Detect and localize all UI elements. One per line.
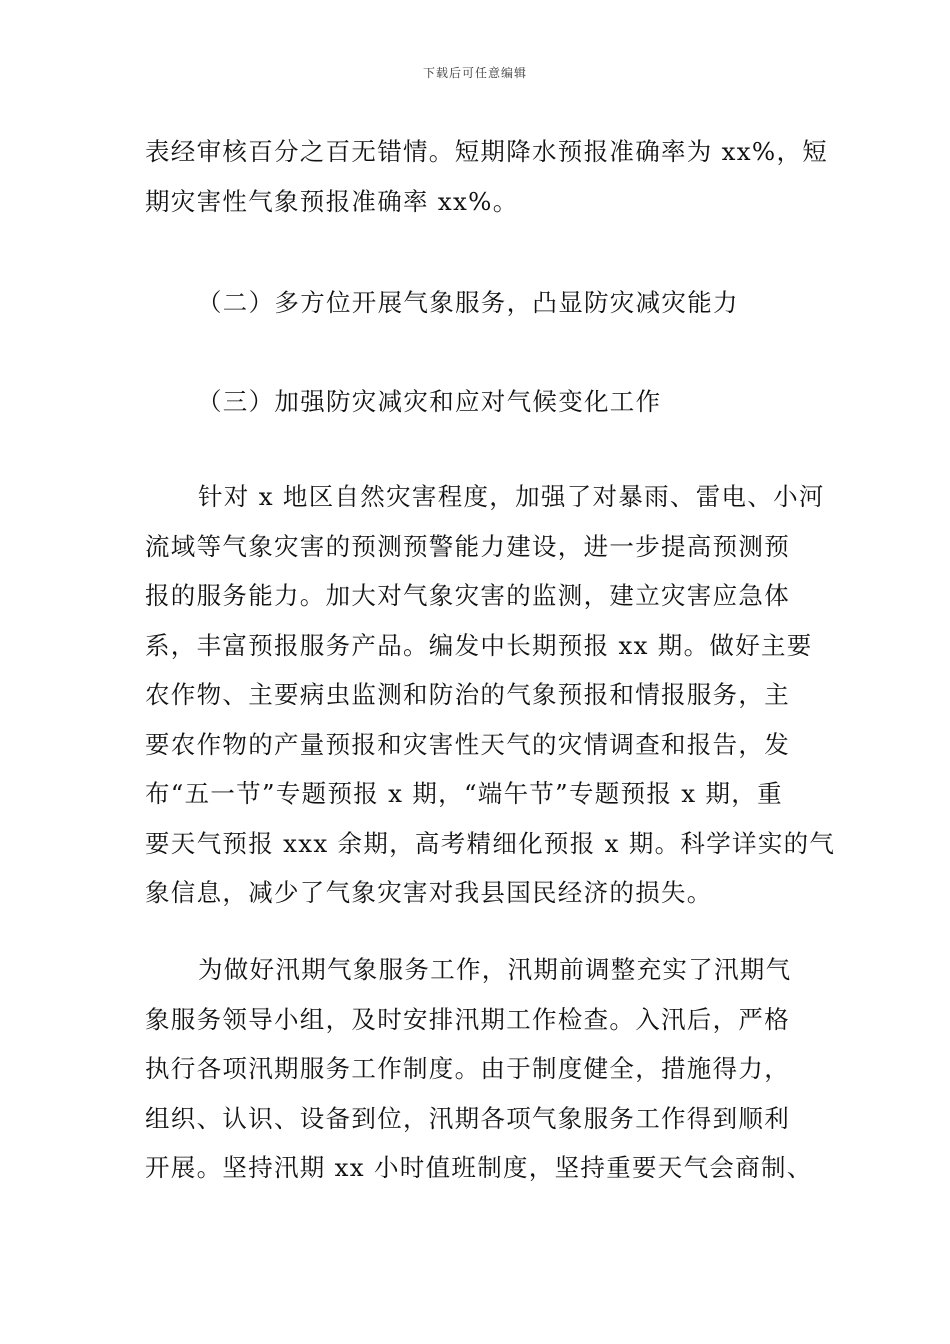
paragraph-line: 为做好汛期气象服务工作，汛期前调整充实了汛期气 [198,955,792,984]
paragraph-line: 流域等气象灾害的预测预警能力建设，进一步提高预测预 [145,531,790,561]
section-heading-2: （二）多方位开展气象服务，凸显防灾减灾能力 [197,288,739,317]
paragraph-line: 组织、认识、设备到位，汛期各项气象服务工作得到顺利 [145,1103,790,1133]
paragraph-line: 布“五一节”专题预报 x 期，“端午节”专题预报 x 期，重 [145,779,783,808]
paragraph-line: 表经审核百分之百无错情。短期降水预报准确率为 xx%，短 [145,137,829,166]
paragraph-line: 开展。坚持汛期 xx 小时值班制度，坚持重要天气会商制、 [145,1153,813,1182]
paragraph-line: 报的服务能力。加大对气象灾害的监测，建立灾害应急体 [145,581,790,610]
paragraph-line: 系，丰富预报服务产品。编发中长期预报 xx 期。做好主要 [145,630,813,660]
paragraph-line: 象服务领导小组，及时安排汛期工作检查。入汛后，严格 [145,1004,790,1034]
section-heading-3: （三）加强防灾减灾和应对气候变化工作 [197,387,662,416]
paragraph-line: 针对 x 地区自然灾害程度，加强了对暴雨、雷电、小河 [198,482,825,511]
paragraph-line: 要农作物的产量预报和灾害性天气的灾情调查和报告，发 [145,729,790,759]
paragraph-1 [145,127,829,226]
paragraph-line: 执行各项汛期服务工作制度。由于制度健全，措施得力， [145,1054,790,1083]
paragraph-line: 期灾害性气象预报准确率 xx%。 [145,186,519,216]
page-header: 下载后可任意编辑 [422,66,527,80]
paragraph-line: 农作物、主要病虫监测和防治的气象预报和情报服务，主 [145,680,790,709]
paragraph-2 [145,472,836,918]
paragraph-line: 要天气预报 xxx 余期，高考精细化预报 x 期。科学详实的气 [145,828,836,858]
paragraph-3 [145,945,813,1193]
paragraph-line: 象信息，减少了气象灾害对我县国民经济的损失。 [145,878,713,907]
